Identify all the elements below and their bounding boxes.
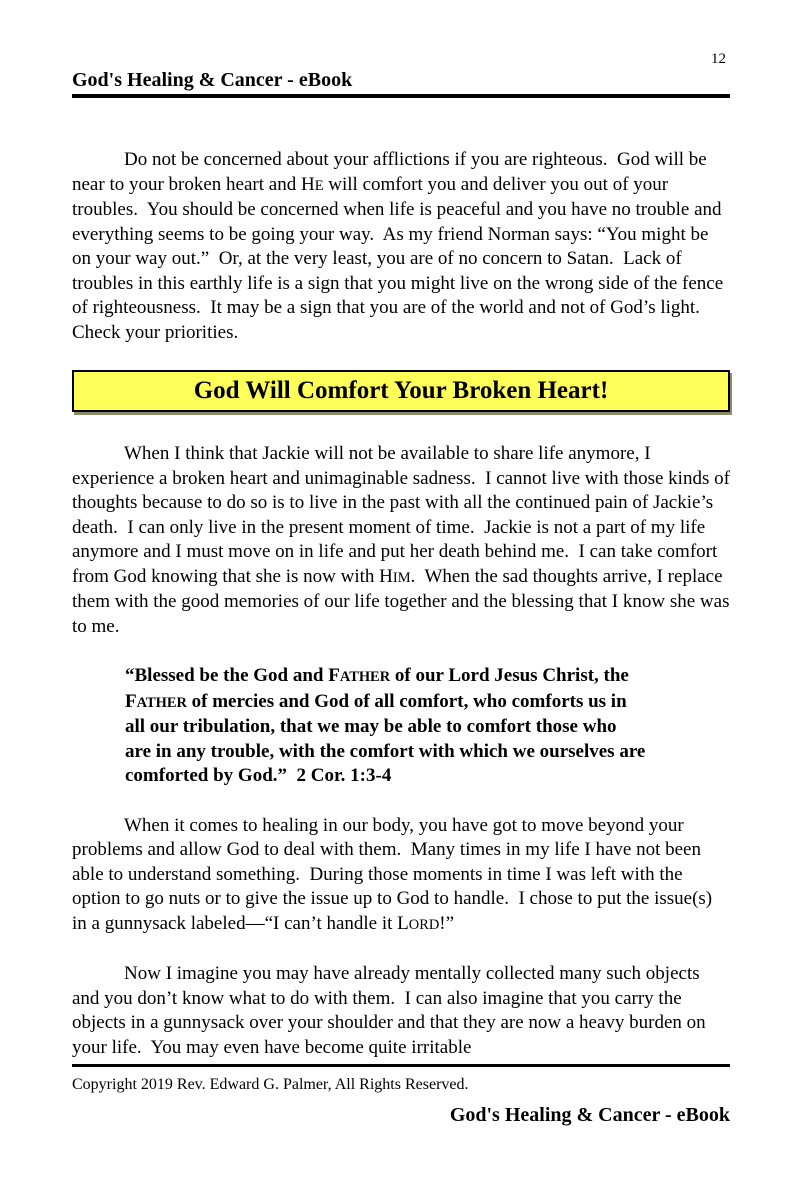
scripture-quote: “Blessed be the God and FATHER of our Lord Jesus Christ, the FATHER of mercies and God of all comfort, who comforts us in all our tribulation, that we may be able to comfort those who are in any trouble, with the comfort with which we ourselves are comforted by God.” 2 Cor. 1:3-4	[125, 665, 651, 786]
paragraph-2: When I think that Jackie will not be available to share life anymore, I experience a broken heart and unimaginable sadness. I cannot live with those kinds of thoughts because to do so is to live in the past with all the continued pain of Jackie’s death. I can only live in the present moment of time. Jackie is not a part of my life anymore and I must move on in life and put her death behind me. I can take comfort from God knowing that she is now with HIM. When the sad thoughts arrive, I replace them with the good memories of our life together and the blessing that I know she was to me.	[72, 443, 735, 637]
comfort-banner	[72, 370, 730, 412]
footer-title: God's Healing & Cancer - eBook	[449, 1104, 730, 1126]
paragraph-1: Do not be concerned about your afflictions if you are righteous. God will be near to your broken heart and HE will comfort you and deliver you out of your troubles. You should be concerned when life is peaceful and you have no trouble and everything seems to be going your way. As my friend Norman says: “You might be on your way out.” Or, at the very least, you are of no concern to Satan. Lack of troubles in this earthly life is a sign that you might live on the wrong side of the fence of righteousness. It may be a sign that you are of the world and not of God’s light. Check your priorities.	[72, 149, 728, 343]
page-number: 12	[711, 51, 726, 67]
paragraph-3: When it comes to healing in our body, you have got to move beyond your problems and allow God to deal with them. Many times in my life I have not been able to understand something. During those moments in time I was left with the option to go nuts or to give the issue up to God to handle. I chose to put the issue(s) in a gunnysack labeled—“I can’t handle it LORD!”	[72, 814, 717, 934]
banner-title: God Will Comfort Your Broken Heart!	[193, 377, 609, 404]
page-footer	[72, 1064, 730, 1127]
header-title: God's Healing & Cancer - eBook	[72, 69, 353, 91]
paragraph-4: Now I imagine you may have already mentally collected many such objects and you don’t know what to do with them. I can also imagine that you carry the objects in a gunnysack over your shoulder and that they are now a heavy burden on your life. You may even have become quite irritable	[72, 963, 711, 1058]
footer-copyright: Copyright 2019 Rev. Edward G. Palmer, All Rights Reserved.	[72, 1076, 469, 1093]
footer-rule	[72, 1064, 730, 1067]
page-body	[72, 98, 735, 1060]
